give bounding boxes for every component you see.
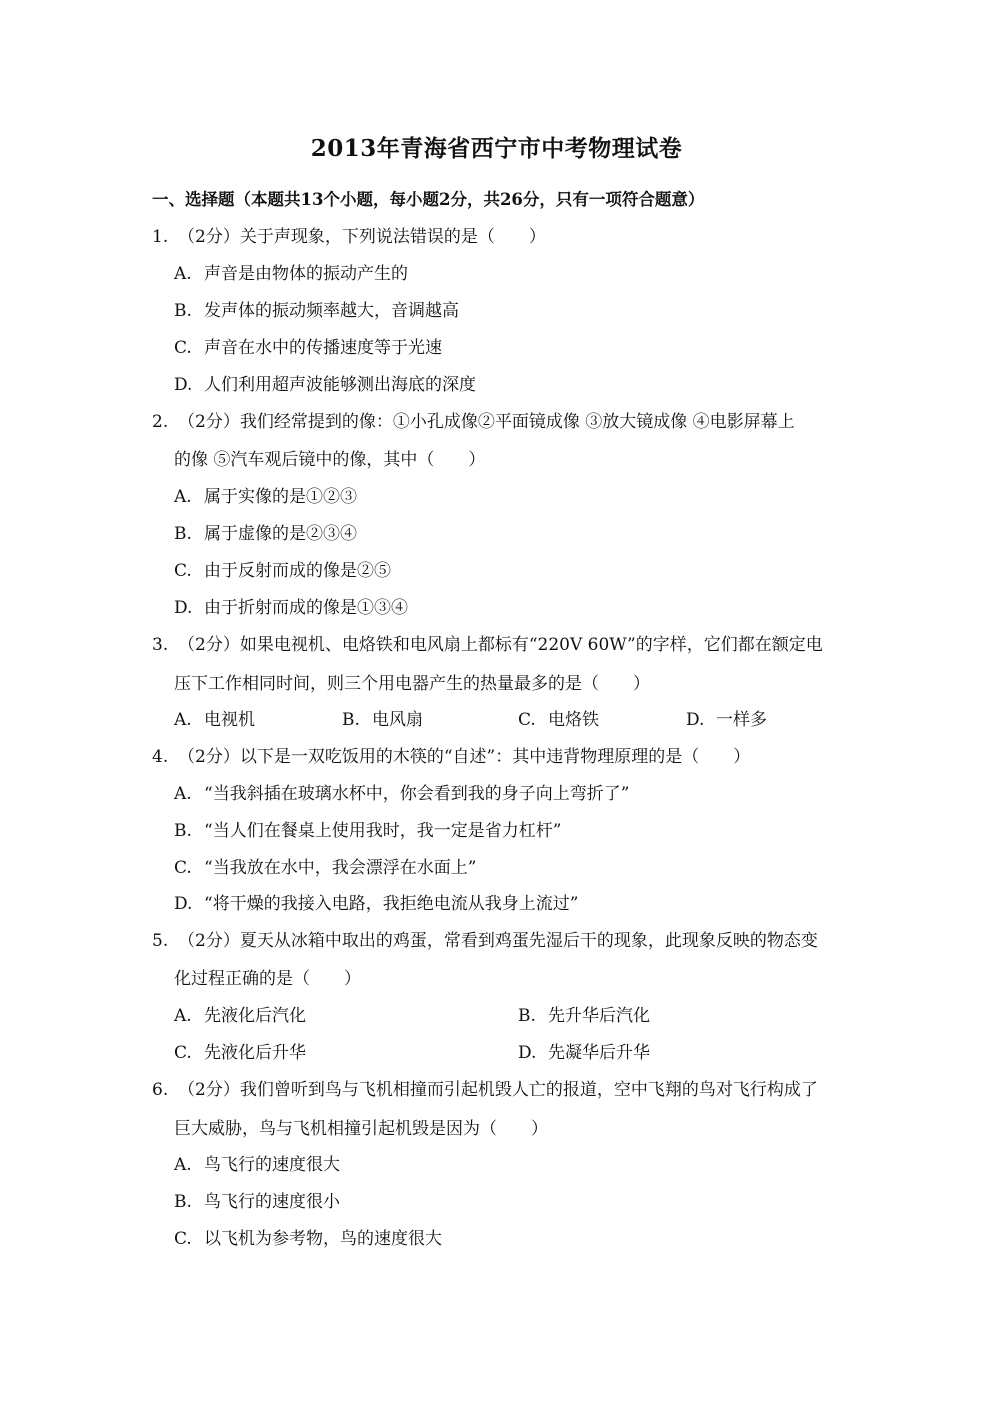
q6-option-a <box>174 1157 340 1174</box>
question-5 <box>152 933 818 950</box>
option-text: 发声体的振动频率越大，音调越高 <box>204 301 459 321</box>
option-label: C. <box>174 1043 192 1063</box>
q2-option-d <box>174 600 408 617</box>
option-label: A. <box>174 784 192 804</box>
question-number: 4. <box>152 747 169 767</box>
question-4 <box>152 749 750 766</box>
question-2-continued: 的像 ⑤汽车观后镜中的像，其中（ ） <box>174 450 486 470</box>
option-label: C. <box>174 1229 192 1249</box>
q6-option-b <box>174 1194 340 1211</box>
question-stem: （2分）关于声现象，下列说法错误的是（ ） <box>178 227 546 247</box>
question-stem: （2分）如果电视机、电烙铁和电风扇上都标有“220V 60W”的字样，它们都在额定电 <box>178 635 823 655</box>
option-label: A. <box>174 710 192 730</box>
option-label: D. <box>518 1043 537 1063</box>
option-text: 由于反射而成的像是②⑤ <box>204 561 391 581</box>
option-label: B. <box>174 301 192 321</box>
option-label: D. <box>174 598 193 618</box>
question-number: 2. <box>152 412 169 432</box>
question-3 <box>152 637 823 654</box>
q4-option-b <box>174 823 561 840</box>
question-3-continued: 压下工作相同时间，则三个用电器产生的热量最多的是（ ） <box>174 674 650 694</box>
q4-option-c <box>174 860 476 877</box>
exam-title: 2013年青海省西宁市中考物理试卷 <box>310 135 683 162</box>
q1-option-b <box>174 303 459 320</box>
option-label: C. <box>174 561 192 581</box>
q2-option-c <box>174 563 391 580</box>
question-stem: （2分）我们曾听到鸟与飞机相撞而引起机毁人亡的报道，空中飞翔的鸟对飞行构成了 <box>178 1080 818 1100</box>
option-label: D. <box>174 894 193 914</box>
option-label: C. <box>518 710 536 730</box>
option-text: 电风扇 <box>372 710 423 730</box>
q4-option-a <box>174 786 629 803</box>
q3-option-a <box>174 712 255 729</box>
question-2 <box>152 414 795 431</box>
option-label: B. <box>518 1006 536 1026</box>
option-text: 鸟飞行的速度很小 <box>204 1192 340 1212</box>
q1-option-d <box>174 377 476 394</box>
option-text: 声音是由物体的振动产生的 <box>204 264 408 284</box>
q3-option-b <box>342 712 423 729</box>
option-label: A. <box>174 487 192 507</box>
option-label: A. <box>174 264 192 284</box>
option-text: 先液化后升华 <box>204 1043 306 1063</box>
option-label: B. <box>174 524 192 544</box>
option-label: B. <box>342 710 360 730</box>
option-text: 声音在水中的传播速度等于光速 <box>204 338 442 358</box>
option-label: B. <box>174 821 192 841</box>
question-number: 5. <box>152 931 169 951</box>
option-label: C. <box>174 338 192 358</box>
question-1 <box>152 229 546 246</box>
option-text: 属于虚像的是②③④ <box>204 524 357 544</box>
option-label: B. <box>174 1192 192 1212</box>
option-text: “将干燥的我接入电路，我拒绝电流从我身上流过” <box>204 894 579 914</box>
q2-option-a <box>174 489 357 506</box>
question-stem: （2分）我们经常提到的像：①小孔成像②平面镜成像 ③放大镜成像 ④电影屏幕上 <box>178 412 795 432</box>
question-number: 1. <box>152 227 169 247</box>
option-text: “当我放在水中，我会漂浮在水面上” <box>204 858 477 878</box>
option-text: 一样多 <box>716 710 767 730</box>
option-text: 电烙铁 <box>548 710 599 730</box>
q2-option-b <box>174 526 357 543</box>
q3-option-c <box>518 712 599 729</box>
q4-option-d <box>174 896 578 913</box>
question-6-continued: 巨大威胁，鸟与飞机相撞引起机毁是因为（ ） <box>174 1119 548 1139</box>
option-text: 属于实像的是①②③ <box>204 487 357 507</box>
option-label: D. <box>174 375 193 395</box>
option-label: A. <box>174 1155 192 1175</box>
q5-option-c <box>174 1045 306 1062</box>
option-text: “当我斜插在玻璃水杯中，你会看到我的身子向上弯折了” <box>204 784 630 804</box>
q5-option-a <box>174 1008 306 1025</box>
option-text: 先凝华后升华 <box>548 1043 650 1063</box>
section-heading: 一、选择题（本题共13个小题，每小题2分，共26分，只有一项符合题意） <box>152 190 705 209</box>
option-text: 以飞机为参考物，鸟的速度很大 <box>204 1229 442 1249</box>
option-text: “当人们在餐桌上使用我时，我一定是省力杠杆” <box>204 821 562 841</box>
q5-option-b <box>518 1008 650 1025</box>
q5-option-d <box>518 1045 650 1062</box>
option-text: 鸟飞行的速度很大 <box>204 1155 340 1175</box>
question-number: 6. <box>152 1080 169 1100</box>
question-stem: （2分）以下是一双吃饭用的木筷的“自述”：其中违背物理原理的是（ ） <box>178 747 751 767</box>
question-number: 3. <box>152 635 169 655</box>
option-text: 先升华后汽化 <box>548 1006 650 1026</box>
option-label: D. <box>686 710 705 730</box>
option-text: 人们利用超声波能够测出海底的深度 <box>204 375 476 395</box>
q3-option-d <box>686 712 767 729</box>
option-text: 由于折射而成的像是①③④ <box>204 598 408 618</box>
q6-option-c <box>174 1231 442 1248</box>
option-text: 电视机 <box>204 710 255 730</box>
q1-option-c <box>174 340 442 357</box>
option-label: A. <box>174 1006 192 1026</box>
option-label: C. <box>174 858 192 878</box>
question-5-continued: 化过程正确的是（ ） <box>174 969 361 989</box>
question-6 <box>152 1082 818 1099</box>
q1-option-a <box>174 266 408 283</box>
option-text: 先液化后汽化 <box>204 1006 306 1026</box>
question-stem: （2分）夏天从冰箱中取出的鸡蛋，常看到鸡蛋先湿后干的现象，此现象反映的物态变 <box>178 931 818 951</box>
